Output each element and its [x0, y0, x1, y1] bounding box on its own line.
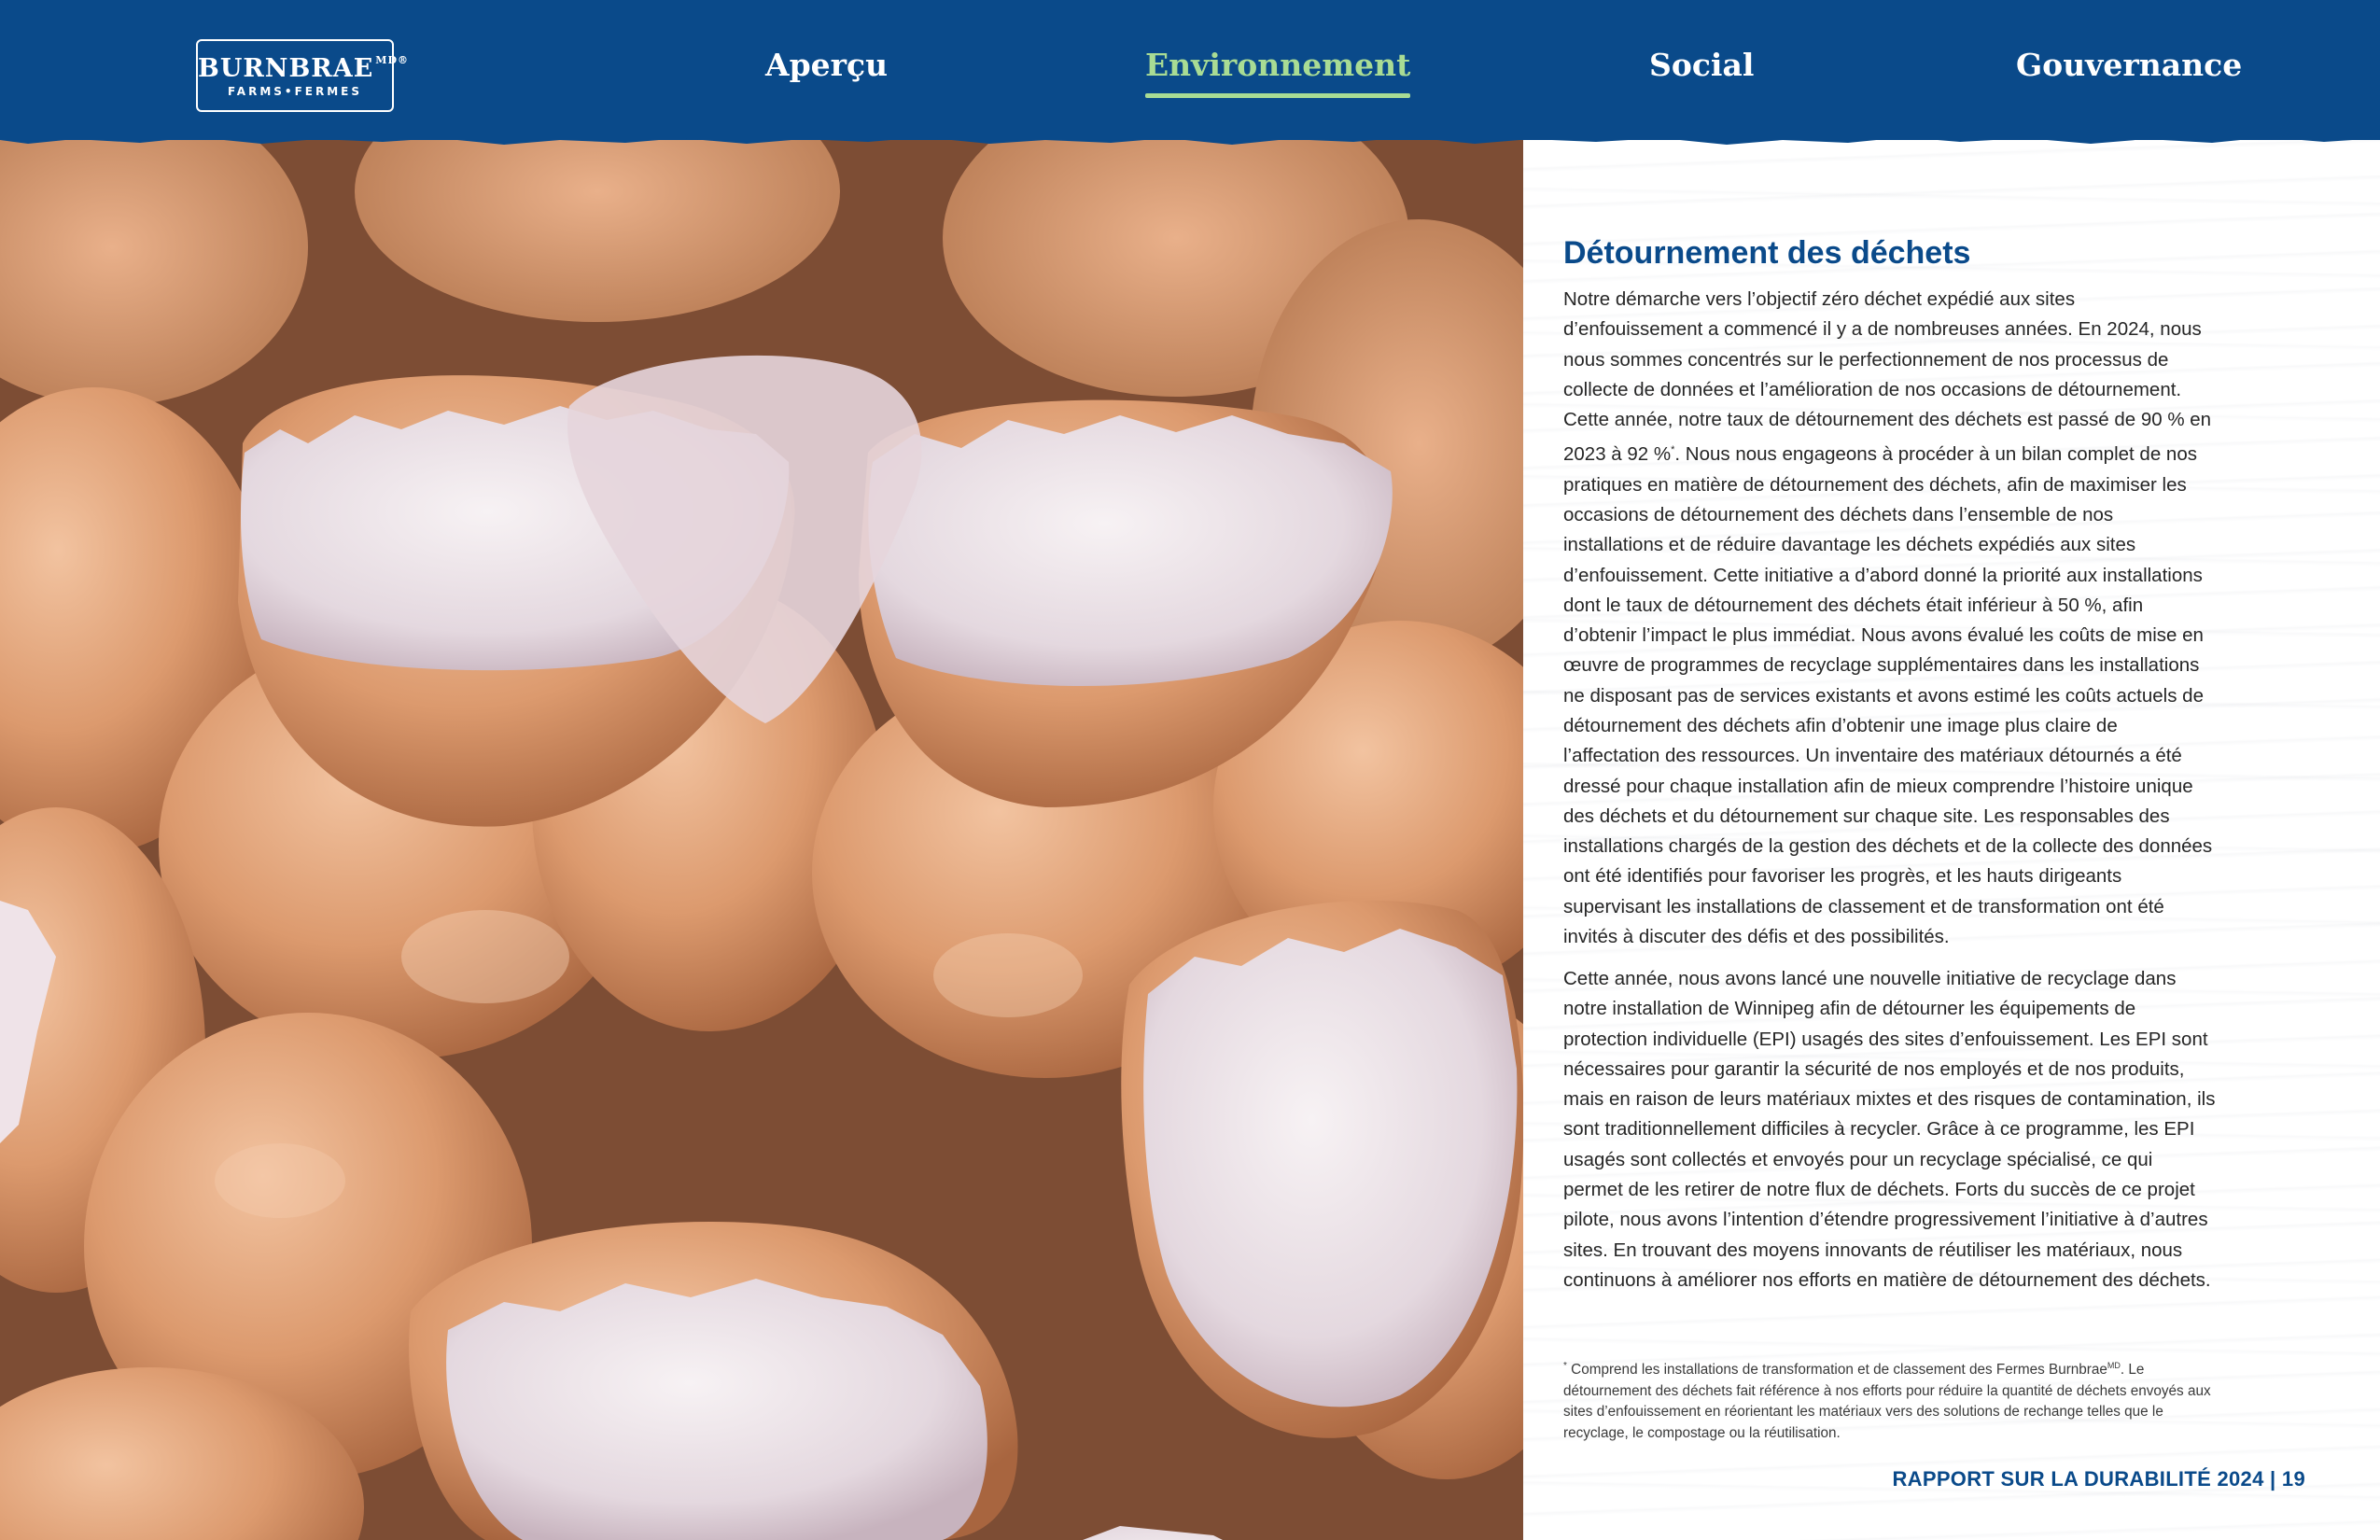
footnote-marker: * — [1671, 444, 1675, 456]
footnote-text-end: . Le détournement des déchets fait référence à nos efforts pour réduire la quantité de déchets envoyés aux sites d’enfouissement en réorientant les matériaux vers des solutions de rechange telles que le recyclage, le compostage ou la réutilisation. — [1563, 1362, 2211, 1441]
logo-registered-mark: MD® — [375, 54, 409, 66]
burnbrae-logo[interactable] — [196, 39, 409, 112]
top-nav-bar — [0, 0, 2380, 140]
torn-edge-divider — [0, 129, 2380, 155]
egg-shells-photo-icon — [0, 135, 1523, 1540]
footnote-asterisk: * — [1563, 1361, 1567, 1371]
paragraph-1-text-end: . Nous nous engageons à procéder à un bilan complet de nos pratiques en matière de détournement des déchets, afin de maximiser les occasions de détournement des déchets dans l’ensemble de nos installations et de réduire davantage les déchets expédiés aux sites d’enfouissement. Cette initiative a d’abord donné la priorité aux installations dont le taux de détournement des déchets était inférieur à 50 %, afin d’obtenir l’impact le plus immédiat. Nous avons évalué les coûts de mise en œuvre de programmes de recyclage supplémentaires dans les installations ne disposant pas de services existants et avons estimé les coûts actuels de détournement des déchets afin d’obtenir une image plus claire de l’affectation des ressources. Un inventaire des matériaux détournés a été dressé pour chaque installation afin de mieux comprendre l’histoire unique des déchets et du détournement sur chaque site. Les responsables des installations chargés de la gestion des déchets et de la collecte des données ont été identifiés pour favoriser les progrès, et les hauts dirigeants supervisant les installations de classement et de transformation ont été invités à discuter des défis et des possibilités. — [1563, 443, 2213, 948]
egg-shells-photo — [0, 135, 1523, 1540]
nav-item-social[interactable]: Social — [1649, 47, 1755, 83]
footer-separator: | — [2270, 1467, 2276, 1491]
logo-wordmark: BURNBRAE $^{MD®}$ — [198, 54, 409, 83]
paragraph-1-text-start: Notre démarche vers l’objectif zéro déchet expédié aux sites d’enfouissement a commencé il y a de nombreuses années. En 2024, nous nous sommes concentrés sur le perfectionnement de nos processus de collecte de données et l’amélioration de nos occasions de détournement. Cette année, notre taux de détournement des déchets est passé de 90 % en 2023 à 92 % — [1563, 288, 2212, 466]
logo-tagline: FARMS•FERMES — [227, 85, 363, 98]
body-paragraph-1 — [1563, 285, 2217, 952]
footnote-registered-mark: MD — [2107, 1361, 2121, 1370]
report-title: RAPPORT SUR LA DURABILITÉ 2024 — [1892, 1467, 2264, 1491]
page-number: 19 — [2281, 1467, 2305, 1491]
nav-item-environnement[interactable]: Environnement — [1145, 47, 1410, 95]
section-title: Détournement des déchets — [1563, 235, 1971, 271]
body-paragraph-2: Cette année, nous avons lancé une nouvelle initiative de recyclage dans notre installation de Winnipeg afin de détourner les équipements de protection individuelle (EPI) usagés des sites d’enfouissement. Les EPI sont nécessaires pour garantir la sécurité de nos employés et de nos produits, mais en raison de leurs matériaux mixtes et des risques de contamination, ils sont traditionnellement difficiles à recycler. Grâce à ce programme, les EPI usagés sont collectés et envoyés pour un recyclage spécialisé, ce qui permet de les retirer de notre flux de déchets. Forts du succès de ce projet pilote, nous avons l’intention d’étendre progressivement l’initiative à d’autres sites. En trouvant des moyens innovants de réutiliser les matériaux, nous continuons à améliorer nos efforts en matière de détournement des déchets. — [1563, 968, 2216, 1291]
nav-item-gouvernance[interactable]: Gouvernance — [2016, 47, 2243, 83]
page-footer — [1892, 1467, 2305, 1491]
footnote — [1563, 1355, 2217, 1444]
footnote-text-start: Comprend les installations de transformation et de classement des Fermes Burnbrae — [1566, 1362, 2107, 1379]
nav-item-apercu[interactable]: Aperçu — [765, 47, 889, 83]
